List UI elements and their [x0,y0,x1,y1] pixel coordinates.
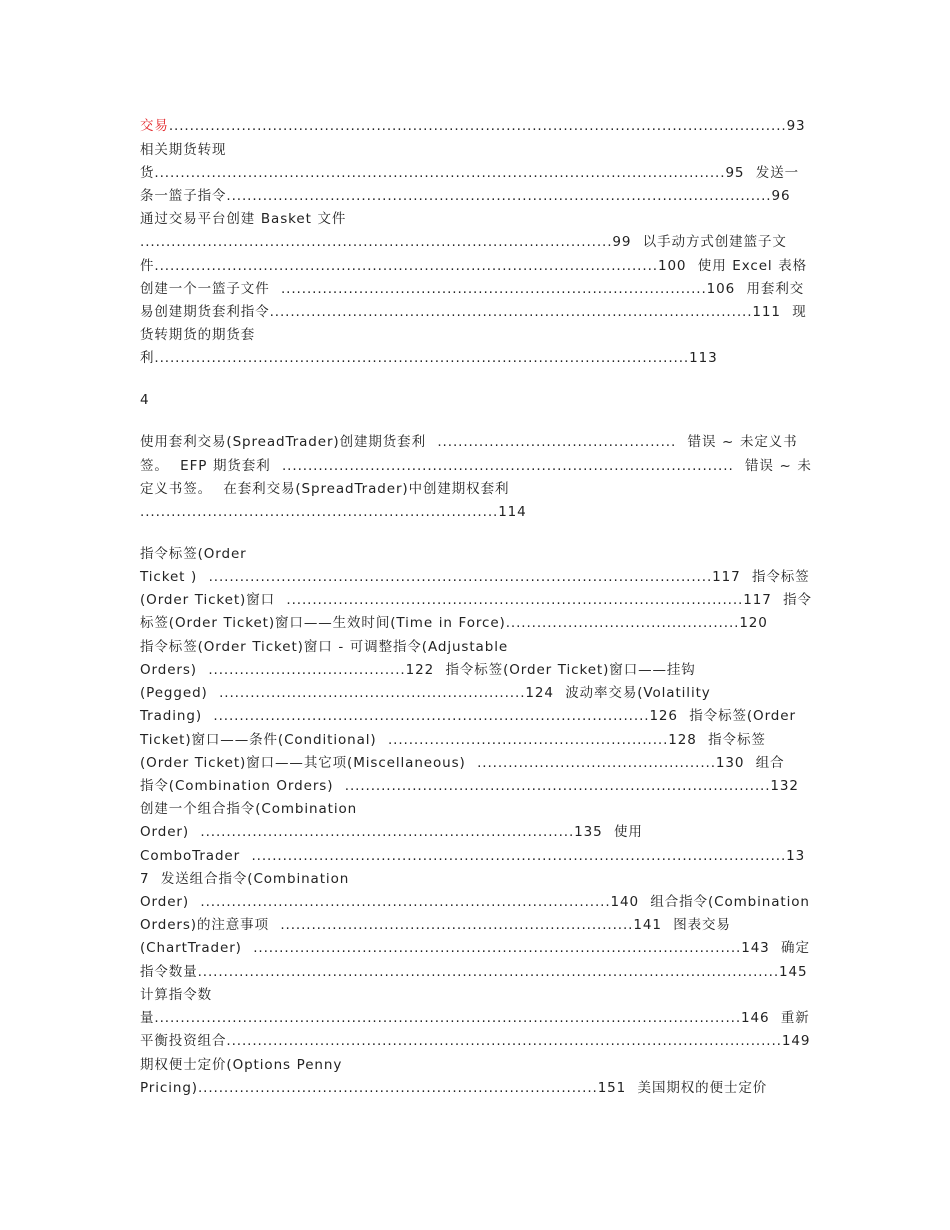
toc-line: 计算指令数 [140,987,212,1003]
toc-line: 标签(Order Ticket)窗口——生效时间(Time in Force).............................................120 [140,615,768,631]
toc-line: 指令(Combination Orders) ..................................................................................132 [140,778,799,794]
toc-line: 条一篮子指令.........................................................................................................96 [140,188,791,204]
toc-line: 通过交易平台创建 Basket 文件 [140,211,347,227]
toc-leader: .......................................................................................................................93 [168,118,806,134]
toc-line: 易创建期货套利指令.............................................................................................111 现 [140,304,807,320]
toc-line: 利.......................................................................................................113 [140,350,718,366]
toc-line: 量.................................................................................................................146 重新 [140,1010,810,1026]
toc-line [140,117,806,135]
toc-line: 期权便士定价(Options Penny [140,1057,343,1073]
toc-line: 创建一个组合指令(Combination [140,801,358,817]
toc-line: Orders) ......................................122 指令标签(Order Ticket)窗口——挂钩 [140,662,696,678]
toc-line: Ticket)窗口——条件(Conditional) ......................................................128 指令标签 [140,732,766,748]
toc-line: 平衡投资组合...........................................................................................................149 [140,1033,811,1049]
toc-line: 相关期货转现 [140,142,227,158]
toc-line: (Order Ticket)窗口 ........................................................................................117 指令 [140,592,812,608]
toc-line: (Order Ticket)窗口——其它项(Miscellaneous) ..............................................130 组合 [140,755,785,771]
toc-line: Orders)的注意事项 ....................................................................141 图表交易 [140,917,731,933]
toc-line: 货..............................................................................................................95 发送一 [140,165,799,181]
toc-line: Order) ...............................................................................140 组合指令(Combination [140,894,810,910]
toc-line: .....................................................................114 [140,504,527,520]
page-number: 4 [140,392,150,408]
toc-line: Pricing).............................................................................151 美国期权的便士定价 [140,1080,768,1096]
toc-line: ...........................................................................................99 以手动方式创建篮子文 [140,234,787,250]
toc-line: (Pegged) ...........................................................124 波动率交易(Volatility [140,685,711,701]
toc-line: 7 发送组合指令(Combination [140,871,350,887]
toc-line: 创建一个一篮子文件 ..................................................................................106 用套利交 [140,281,805,297]
toc-line: 签。 EFP 期货套利 ....................................................................................... 错误 ~ 未 [140,458,812,474]
toc-line: 指令标签(Order [140,546,247,562]
toc-line: 件.................................................................................................100 使用 Excel 表格 [140,258,808,274]
toc-line: 指令标签(Order Ticket)窗口 - 可调整指令(Adjustable [140,639,509,655]
toc-line: Ticket ) .................................................................................................117 指令标签 [140,569,810,585]
toc-entry-title-red: 交易 [140,118,169,134]
toc-line: 指令数量................................................................................................................145 [140,964,808,980]
toc-line: ComboTrader .......................................................................................................13 [140,848,806,864]
toc-line: 使用套利交易(SpreadTrader)创建期货套利 .............................................. 错误 ~ 未定义书 [140,434,798,450]
toc-line: Trading) ....................................................................................126 指令标签(Order [140,708,796,724]
toc-line: Order) ........................................................................135 使用 [140,824,643,840]
toc-line: 货转期货的期货套 [140,327,256,343]
toc-line: (ChartTrader) ..............................................................................................143 确定 [140,940,810,956]
toc-line: 定义书签。 在套利交易(SpreadTrader)中创建期权套利 [140,481,510,497]
